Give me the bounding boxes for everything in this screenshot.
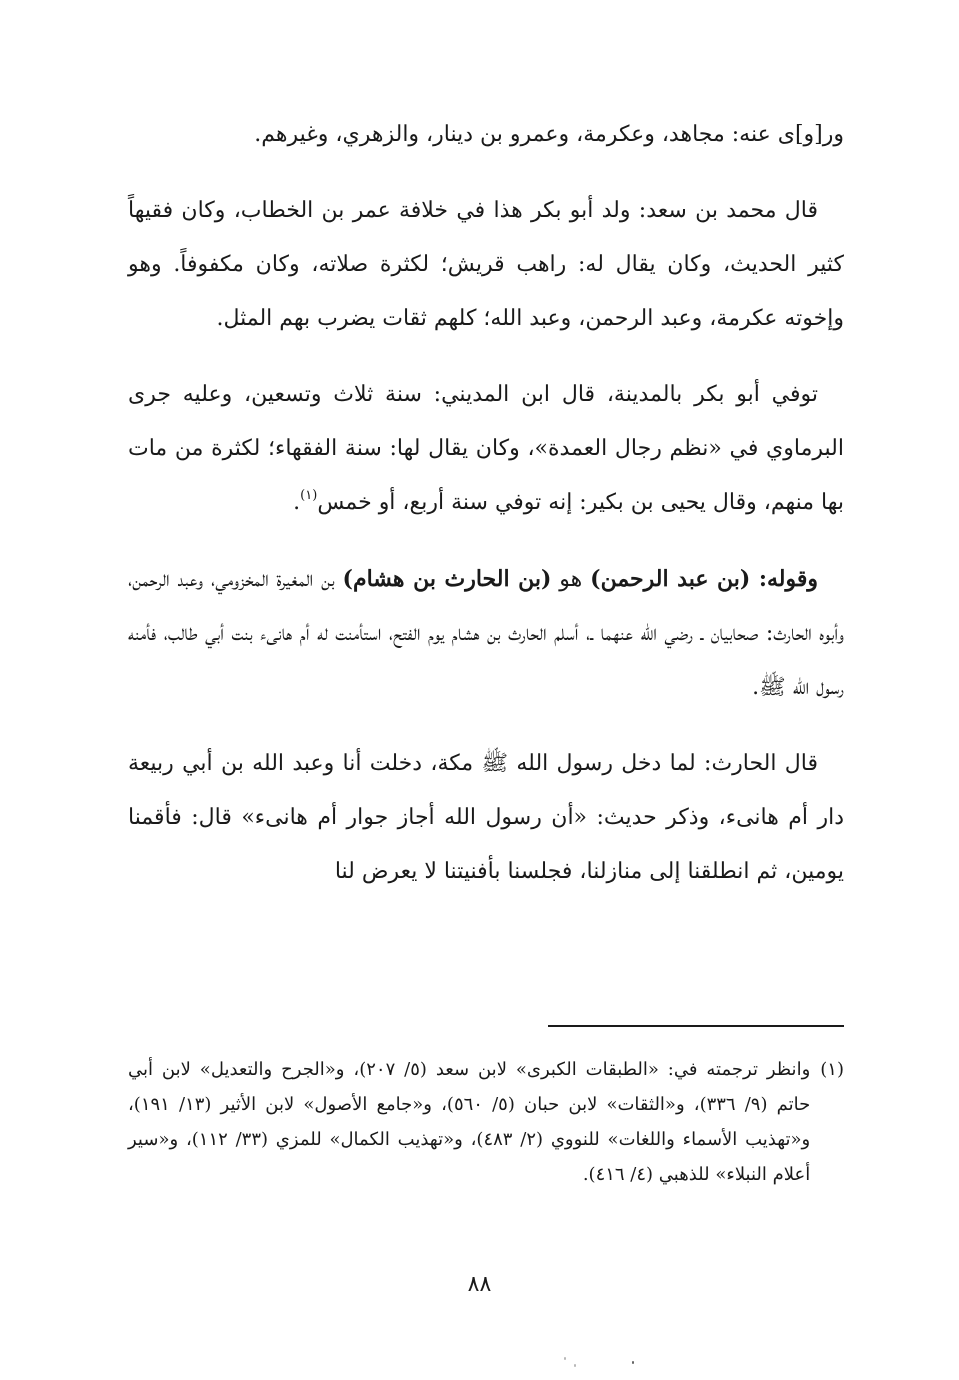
scan-specks bbox=[560, 1355, 640, 1375]
text-line: قال محمد بن سعد: ولد أبو بكر هذا في خلافة عمر بن الخطاب، bbox=[233, 198, 819, 223]
paragraph-narrators bbox=[128, 108, 844, 162]
text-line: قال: فأقمنا يومين، ثم انطلقنا إلى منازلنا، فجلسنا بأفنيتنا لا يعرض لنا bbox=[128, 805, 844, 884]
text-line-end: . bbox=[293, 490, 301, 515]
paragraph-harith bbox=[128, 737, 844, 899]
page-number: ٨٨ bbox=[467, 1272, 492, 1297]
footnote-reference: (١) bbox=[300, 488, 318, 503]
text-line: المخزومي، وعبد الرحمن، وأبوه الحارث: صحابيان ـ رضي الله bbox=[128, 567, 845, 646]
main-text bbox=[128, 108, 844, 921]
scan-speck bbox=[564, 1357, 566, 1360]
footnote-line: وانظر ترجمته في: «الطبقات الكبرى» لابن سعد (٥/ ٢٠٧)، و«الجرح bbox=[281, 1059, 811, 1080]
scan-speck bbox=[574, 1364, 576, 1367]
text-line: لكثرة من مات بها منهم، وقال يحيى بن بكير: إنه توفي سنة أربع، أو bbox=[128, 436, 844, 515]
text-fragment: بن المغيرة bbox=[276, 567, 343, 592]
commentary-name: (بن الحارث بن هشام) bbox=[342, 566, 552, 592]
text-fragment: هو bbox=[551, 567, 591, 592]
text-line: أبي ربيعة دار أم هانىء، وذكر حديث: «أن رسول الله أجاز جوار أم هانىء» bbox=[128, 751, 845, 830]
text-line: وكان فقيهاً كثير الحديث، وكان يقال له: راهب قريش؛ لكثرة صلاته، bbox=[128, 198, 844, 277]
paragraph-death bbox=[128, 368, 844, 530]
footnote-line: والتعديل» لابن أبي حاتم (٩/ ٣٣٦)، و«الثقات» لابن حبان (٥/ ٥٦٠)، bbox=[128, 1059, 811, 1115]
text-line: عنهما ـ، أسلم الحارث بن هشام يوم الفتح، استأمنت له أم هانىء بنت bbox=[231, 621, 633, 646]
text-line: وغيرهم. bbox=[254, 122, 329, 147]
footnote bbox=[128, 1052, 844, 1192]
paragraph-ibn-saad bbox=[128, 184, 844, 346]
footnote-line: و«جامع الأصول» لابن الأثير (١٣/ ١٩١)، و«تهذيب الأسماء واللغات» للنووي bbox=[128, 1094, 811, 1150]
text-line: يضرب بهم المثل. bbox=[216, 306, 376, 331]
text-line: أبي طالب، فأمنه رسول الله ﷺ. bbox=[128, 621, 844, 700]
footnote-number: (١) bbox=[820, 1059, 844, 1080]
paragraph-commentary bbox=[128, 552, 844, 715]
text-line: خمس bbox=[317, 490, 372, 515]
footnote-text bbox=[128, 1052, 810, 1192]
footnote-line: للذهبي (٤/ ٤١٦). bbox=[582, 1164, 710, 1185]
footnote-divider bbox=[548, 1025, 844, 1027]
text-line: قال الحارث: لما دخل رسول الله ﷺ مكة، دخلت أنا وعبد الله بن bbox=[220, 751, 818, 776]
commentary-lead: وقوله: (بن عبد الرحمن) bbox=[590, 566, 819, 592]
footnote-line: (٢/ ٤٨٣)، و«تهذيب الكمال» للمزي (٣٣/ ١١٢)، و«سير أعلام النبلاء» bbox=[128, 1129, 811, 1185]
text-line: وكان مكفوفاً. وهو وإخوته عكرمة، وعبد الرحمن، وعبد الله؛ كلهم ثقات bbox=[128, 252, 844, 331]
scan-speck bbox=[632, 1361, 634, 1364]
text-line: توفي أبو بكر بالمدينة، قال ابن المديني: سنة ثلاث وتسعين، وعليه bbox=[182, 382, 818, 407]
text-line: ور[و]ى عنه: مجاهد، وعكرمة، وعمرو بن دينار، والزهري، bbox=[335, 122, 844, 147]
text-line: جرى البرماوي في «نظم رجال العمدة»، وكان يقال لها: سنة الفقهاء؛ bbox=[128, 382, 844, 461]
